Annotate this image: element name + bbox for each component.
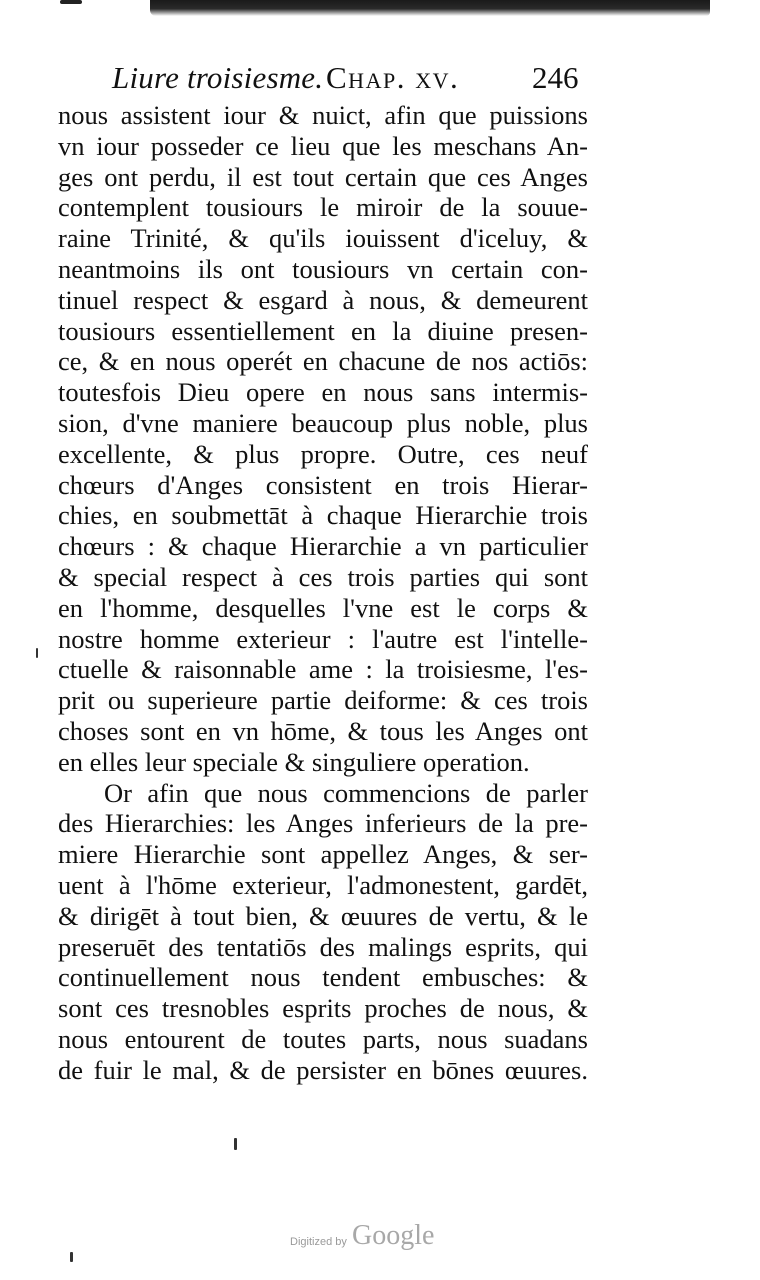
text-line: ctuelle & raisonnable ame : la troisiesme, l'es-: [58, 654, 588, 685]
text-line: continuellement nous tendent embusches: &: [58, 962, 588, 993]
text-line: tinuel respect & esgard à nous, & demeurent: [58, 284, 588, 315]
text-line: vn iour posseder ce lieu que les meschans An-: [58, 130, 588, 161]
text-line: miere Hierarchie sont appellez Anges, & ser-: [58, 839, 588, 870]
text-line: sont ces tresnobles esprits proches de nous, &: [58, 993, 588, 1024]
text-line: prit ou superieure partie deiforme: & ces trois: [58, 685, 588, 716]
text-line: & dirigēt à tout bien, & œuures de vertu, & le: [58, 900, 588, 931]
text-line: contemplent tousiours le miroir de la souue-: [58, 192, 588, 223]
text-line: chies, en soubmettāt à chaque Hierarchie trois: [58, 500, 588, 531]
google-logo: Google: [352, 1220, 435, 1251]
scan-speck: [234, 1138, 237, 1150]
text-line: des Hierarchies: les Anges inferieurs de la pre-: [58, 808, 588, 839]
text-line: nous entourent de toutes parts, nous suadans: [58, 1023, 588, 1054]
text-line: en elles leur speciale & singuliere operation.: [58, 746, 530, 777]
digitized-by-watermark: [290, 1218, 450, 1258]
text-line: chœurs : & chaque Hierarchie a vn particulier: [58, 531, 588, 562]
text-line: uent à l'hōme exterieur, l'admonestent, gardēt,: [58, 869, 588, 900]
page-number: 246: [532, 60, 579, 95]
text-line: chœurs d'Anges consistent en trois Hierar-: [58, 469, 588, 500]
paragraph-first-line: Or afin que nous commencions de parler: [104, 777, 588, 808]
body-text: [58, 100, 588, 1086]
chapter-heading: Chap. xv.: [326, 60, 460, 95]
text-line: sion, d'vne maniere beaucoup plus noble, plus: [58, 407, 588, 438]
scan-speck: [70, 1252, 73, 1262]
text-line: nous assistent iour & nuict, afin que puissions: [58, 100, 588, 130]
text-line: de fuir le mal, & de persister en bōnes œuures.: [58, 1054, 588, 1085]
running-title: Liure troisiesme.: [112, 60, 324, 95]
text-line: ges ont perdu, il est tout certain que ces Anges: [58, 161, 588, 192]
page-top-edge-shadow: [150, 0, 710, 16]
text-line: choses sont en vn hōme, & tous les Anges ont: [58, 715, 588, 746]
text-line: tousiours essentiellement en la diuine presen-: [58, 315, 588, 346]
text-line: raine Trinité, & qu'ils iouissent d'iceluy, &: [58, 223, 588, 254]
text-line: preseruēt des tentatiōs des malings esprits, qui: [58, 931, 588, 962]
text-line: neantmoins ils ont tousiours vn certain con-: [58, 253, 588, 284]
scan-speck: [36, 648, 38, 658]
page-header: [112, 58, 592, 98]
text-line: en l'homme, desquelles l'vne est le corps &: [58, 592, 588, 623]
ink-fleck: [60, 0, 82, 4]
text-line: toutesfois Dieu opere en nous sans intermis-: [58, 377, 588, 408]
text-line: & special respect à ces trois parties qui sont: [58, 561, 588, 592]
text-line: excellente, & plus propre. Outre, ces neuf: [58, 438, 588, 469]
text-line: nostre homme exterieur : l'autre est l'intelle-: [58, 623, 588, 654]
watermark-prefix: Digitized by: [290, 1236, 347, 1248]
text-line: ce, & en nous operét en chacune de nos actiōs:: [58, 346, 588, 377]
